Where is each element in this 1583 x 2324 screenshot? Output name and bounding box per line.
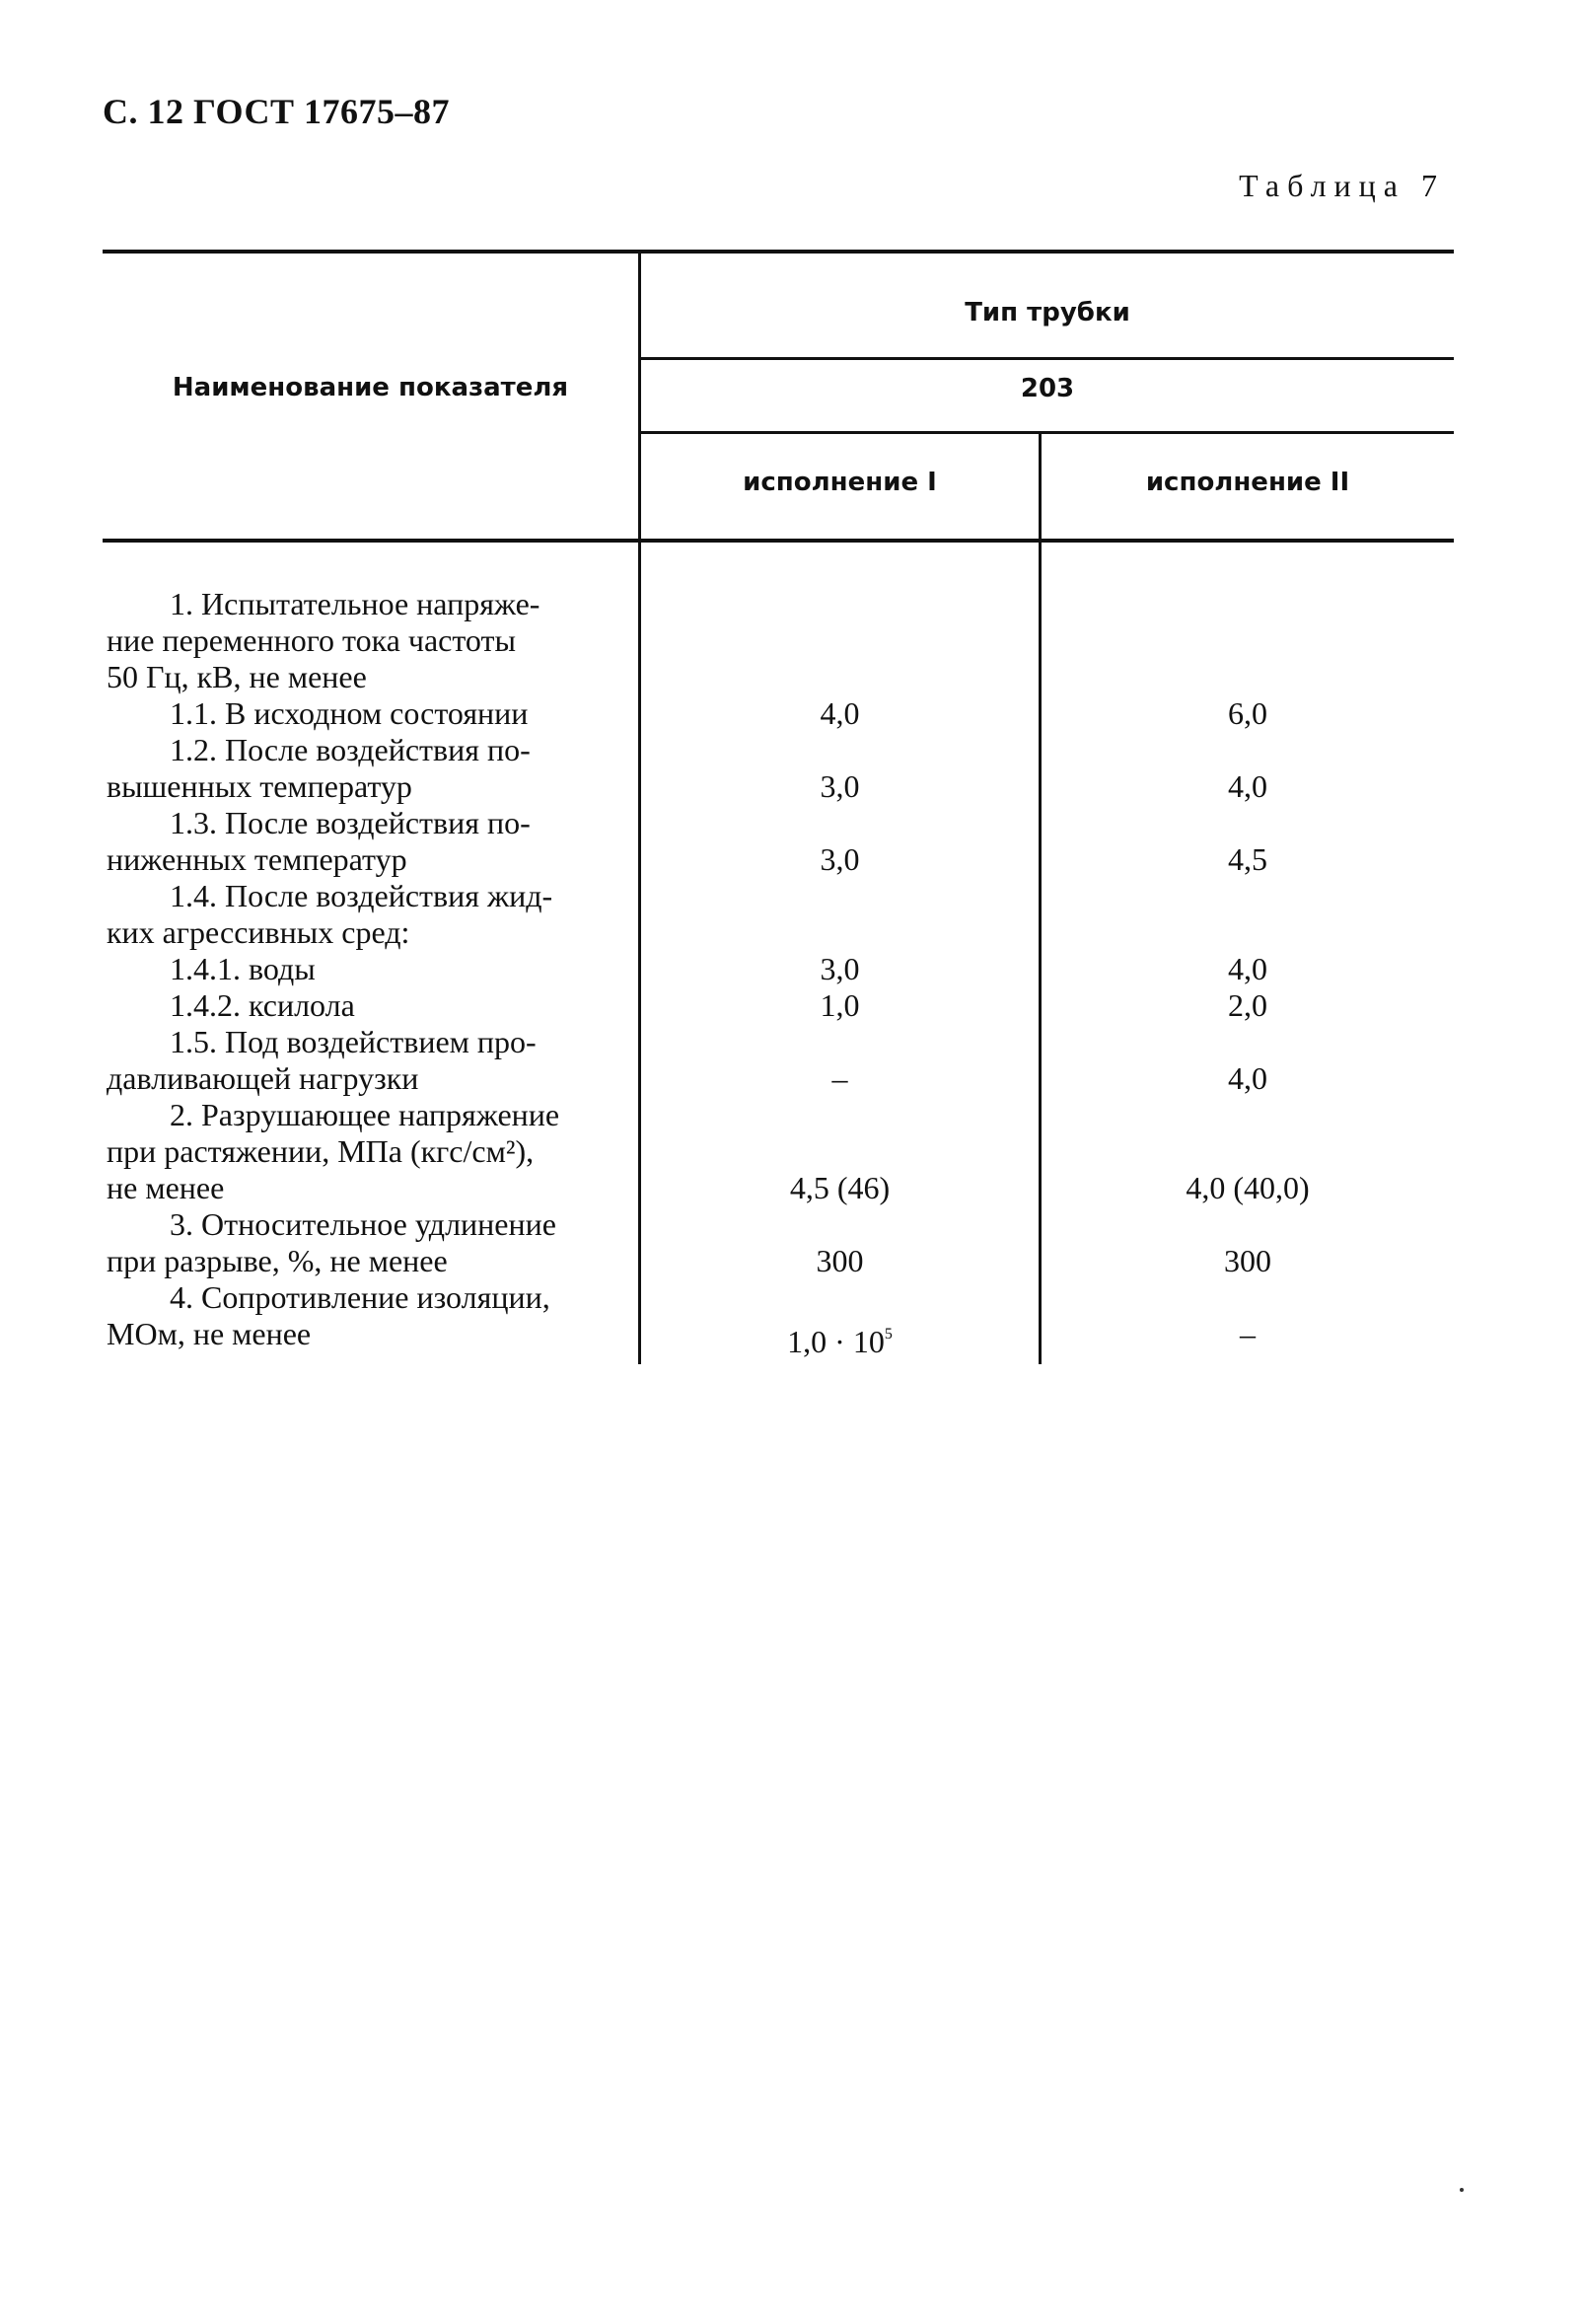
header-tube-type: Тип трубки <box>965 298 1130 327</box>
row-2-line-2: при растяжении, МПа (кгс/см²), <box>107 1133 535 1169</box>
table-top-rule <box>103 250 1454 254</box>
header-model: 203 <box>1020 374 1075 403</box>
row-4-line-2: МОм, не менее <box>107 1316 312 1351</box>
header-bottom-rule <box>103 539 1454 543</box>
row-2-value-2: 4,0 (40,0) <box>1186 1170 1310 1205</box>
tube-type-rule <box>639 357 1454 360</box>
row-4-value-1-exponent: 5 <box>884 1326 893 1343</box>
header-variant-1: исполнение I <box>743 468 937 497</box>
row-2-value-1: 4,5 (46) <box>789 1170 891 1205</box>
column-divider-variants <box>1039 431 1042 1364</box>
row-1-5-line-2: давливающей нагрузки <box>107 1060 419 1096</box>
row-3-value-1: 300 <box>816 1243 864 1278</box>
row-4-line-1: 4. Сопротивление изоляции, <box>170 1279 550 1315</box>
row-1-2-value-2: 4,0 <box>1228 768 1267 804</box>
scan-speck <box>1460 2188 1464 2192</box>
row-1-line-3: 50 Гц, кВ, не менее <box>107 659 367 694</box>
row-4-value-1-base: 1,0 · 10 <box>787 1324 885 1359</box>
row-1-1-value-1: 4,0 <box>820 695 860 731</box>
row-1-4-line-2: ких агрессивных сред: <box>107 914 410 950</box>
row-1-1-value-2: 6,0 <box>1228 695 1267 731</box>
row-2-line-3: не менее <box>107 1170 225 1205</box>
row-1-3-value-2: 4,5 <box>1228 841 1267 877</box>
row-1-1-line-1: 1.1. В исходном состоянии <box>170 695 529 731</box>
row-1-3-value-1: 3,0 <box>820 841 860 877</box>
row-1-4-1-value-1: 3,0 <box>820 951 860 986</box>
row-4-value-2: – <box>1240 1316 1256 1351</box>
row-1-5-line-1: 1.5. Под воздействием про- <box>170 1024 537 1059</box>
row-3-line-1: 3. Относительное удлинение <box>170 1206 556 1242</box>
row-1-4-1-line-1: 1.4.1. воды <box>170 951 316 986</box>
table-caption: Таблица 7 <box>1239 168 1445 203</box>
header-variant-2: исполнение II <box>1145 468 1350 497</box>
row-1-line-1: 1. Испытательное напряже- <box>170 586 540 621</box>
row-3-value-2: 300 <box>1224 1243 1271 1278</box>
row-1-2-line-1: 1.2. После воздействия по- <box>170 732 531 767</box>
row-3-line-2: при разрыве, %, не менее <box>107 1243 448 1278</box>
row-1-4-line-1: 1.4. После воздействия жид- <box>170 878 553 913</box>
row-1-2-value-1: 3,0 <box>820 768 860 804</box>
row-1-4-2-value-2: 2,0 <box>1228 987 1267 1023</box>
header-indicator: Наименование показателя <box>172 373 569 402</box>
model-rule <box>639 431 1454 434</box>
page-header: С. 12 ГОСТ 17675–87 <box>103 92 450 131</box>
row-1-4-2-value-1: 1,0 <box>820 987 860 1023</box>
row-1-4-2-line-1: 1.4.2. ксилола <box>170 987 355 1023</box>
row-2-line-1: 2. Разрушающее напряжение <box>170 1097 560 1132</box>
row-1-2-line-2: вышенных температур <box>107 768 412 804</box>
row-1-5-value-2: 4,0 <box>1228 1060 1267 1096</box>
row-1-5-value-1: – <box>831 1060 848 1096</box>
row-1-4-1-value-2: 4,0 <box>1228 951 1267 986</box>
row-4-value-1 <box>641 1316 1039 1360</box>
row-1-3-line-1: 1.3. После воздействия по- <box>170 805 531 840</box>
row-1-line-2: ние переменного тока частоты <box>107 622 516 658</box>
row-1-3-line-2: ниженных температур <box>107 841 407 877</box>
